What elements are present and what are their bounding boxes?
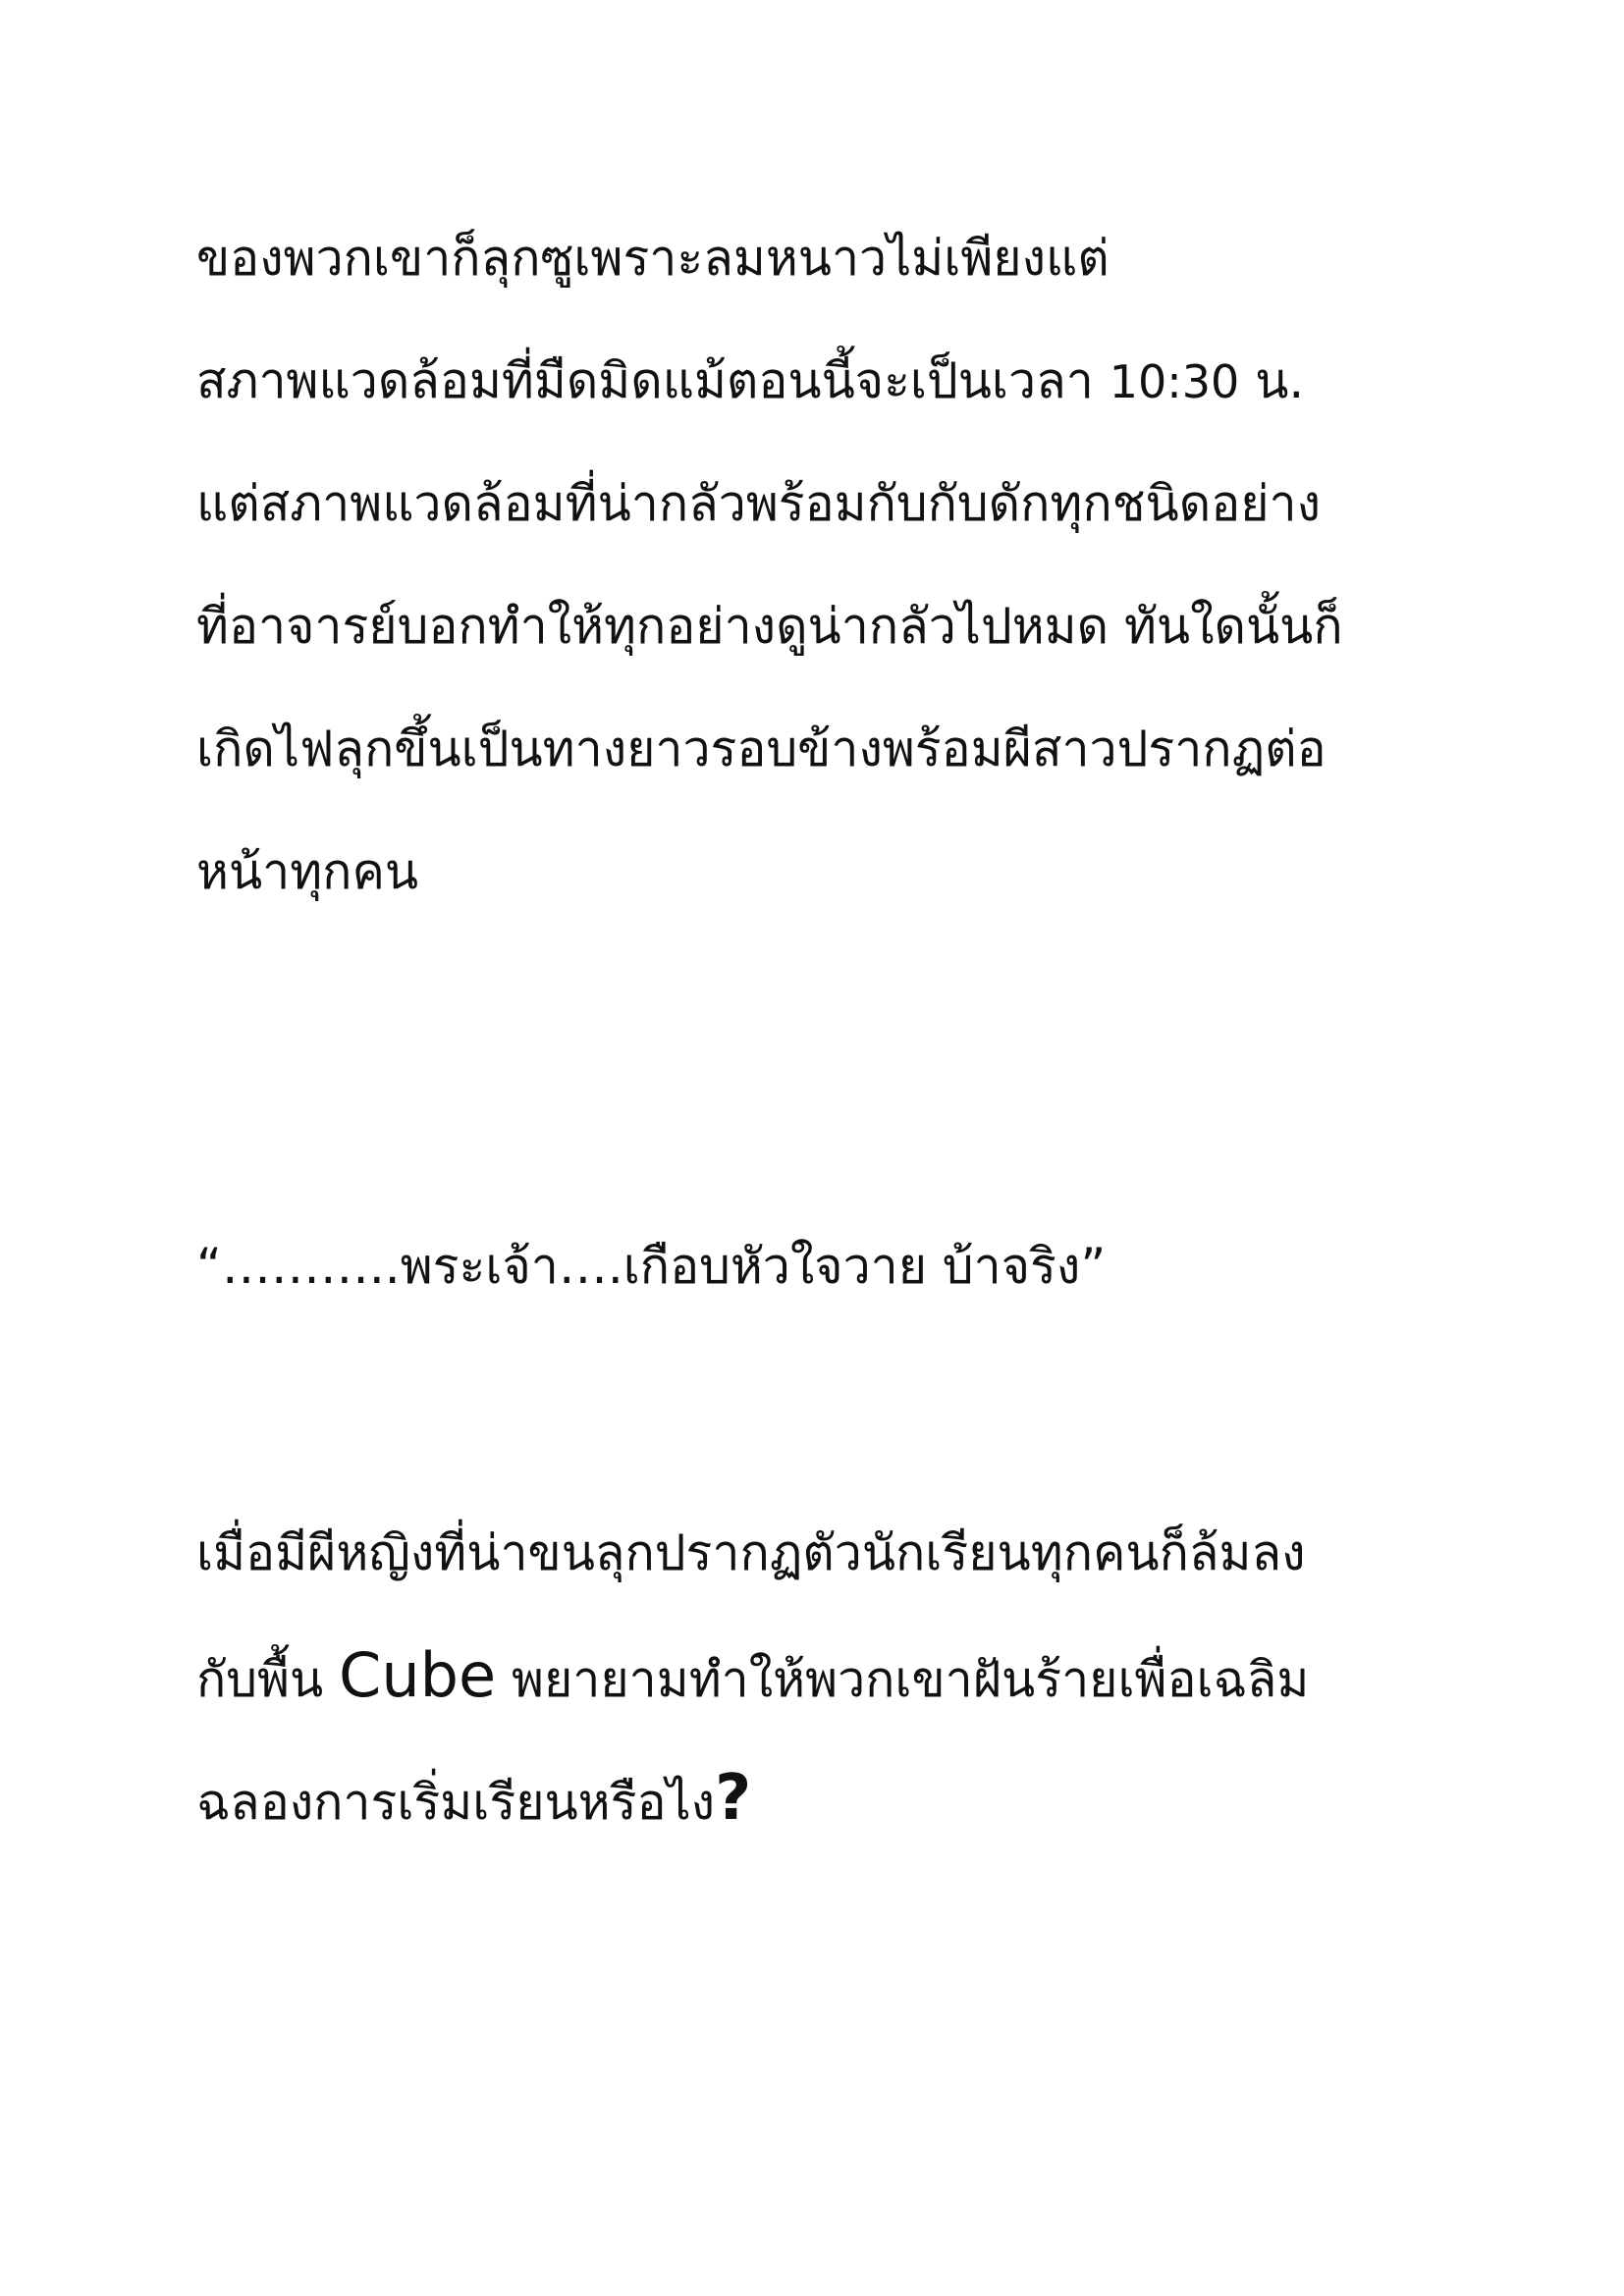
paragraph-2-line-2-text-b: พยายามทำให้พวกเขาฝันร้ายเพื่อเฉลิม <box>496 1651 1310 1708</box>
paragraph-1-line-5: เกิดไฟลุกขึ้นเป็นทางยาวรอบข้างพร้อมผีสาวปรากฏต่อ <box>196 721 1326 777</box>
paragraph-1-line-3: แต่สภาพแวดล้อมที่น่ากลัวพร้อมกับกับดักทุกชนิดอย่าง <box>196 475 1322 532</box>
cube-name: Cube <box>339 1639 497 1711</box>
paragraph-2-line-3-text: ฉลองการเริ่มเรียนหรือไง <box>196 1774 716 1831</box>
paragraph-1-line-6: หน้าทุกคน <box>196 843 419 900</box>
paragraph-1-line-4: ที่อาจารย์บอกทำให้ทุกอย่างดูน่ากลัวไปหมด ทันใดนั้นก็ <box>196 598 1343 655</box>
time-value: 10:30 <box>1109 355 1240 408</box>
paragraph-2-line-2 <box>196 1631 1309 1724</box>
paragraph-1-line-1: ของพวกเขาก็ลุกซูเพราะลมหนาวไม่เพียงแต่ <box>196 230 1110 287</box>
paragraph-1-line-2 <box>196 337 1304 426</box>
question-mark: ? <box>715 1762 752 1835</box>
paragraph-1-line-2-text-b: น. <box>1239 352 1305 409</box>
paragraph-2-line-3 <box>196 1754 751 1846</box>
quote-line: “………..พระเจ้า….เกือบหัวใจวาย บ้าจริง” <box>196 1238 1107 1295</box>
paragraph-2-line-2-text-a: กับพื้น <box>196 1651 340 1708</box>
paragraph-2-line-1: เมื่อมีผีหญิงที่น่าขนลุกปรากฏตัวนักเรียนทุกคนก็ล้มลง <box>196 1524 1306 1581</box>
paragraph-1-line-2-text-a: สภาพแวดล้อมที่มืดมิดแม้ตอนนี้จะเป็นเวลา <box>196 352 1110 409</box>
